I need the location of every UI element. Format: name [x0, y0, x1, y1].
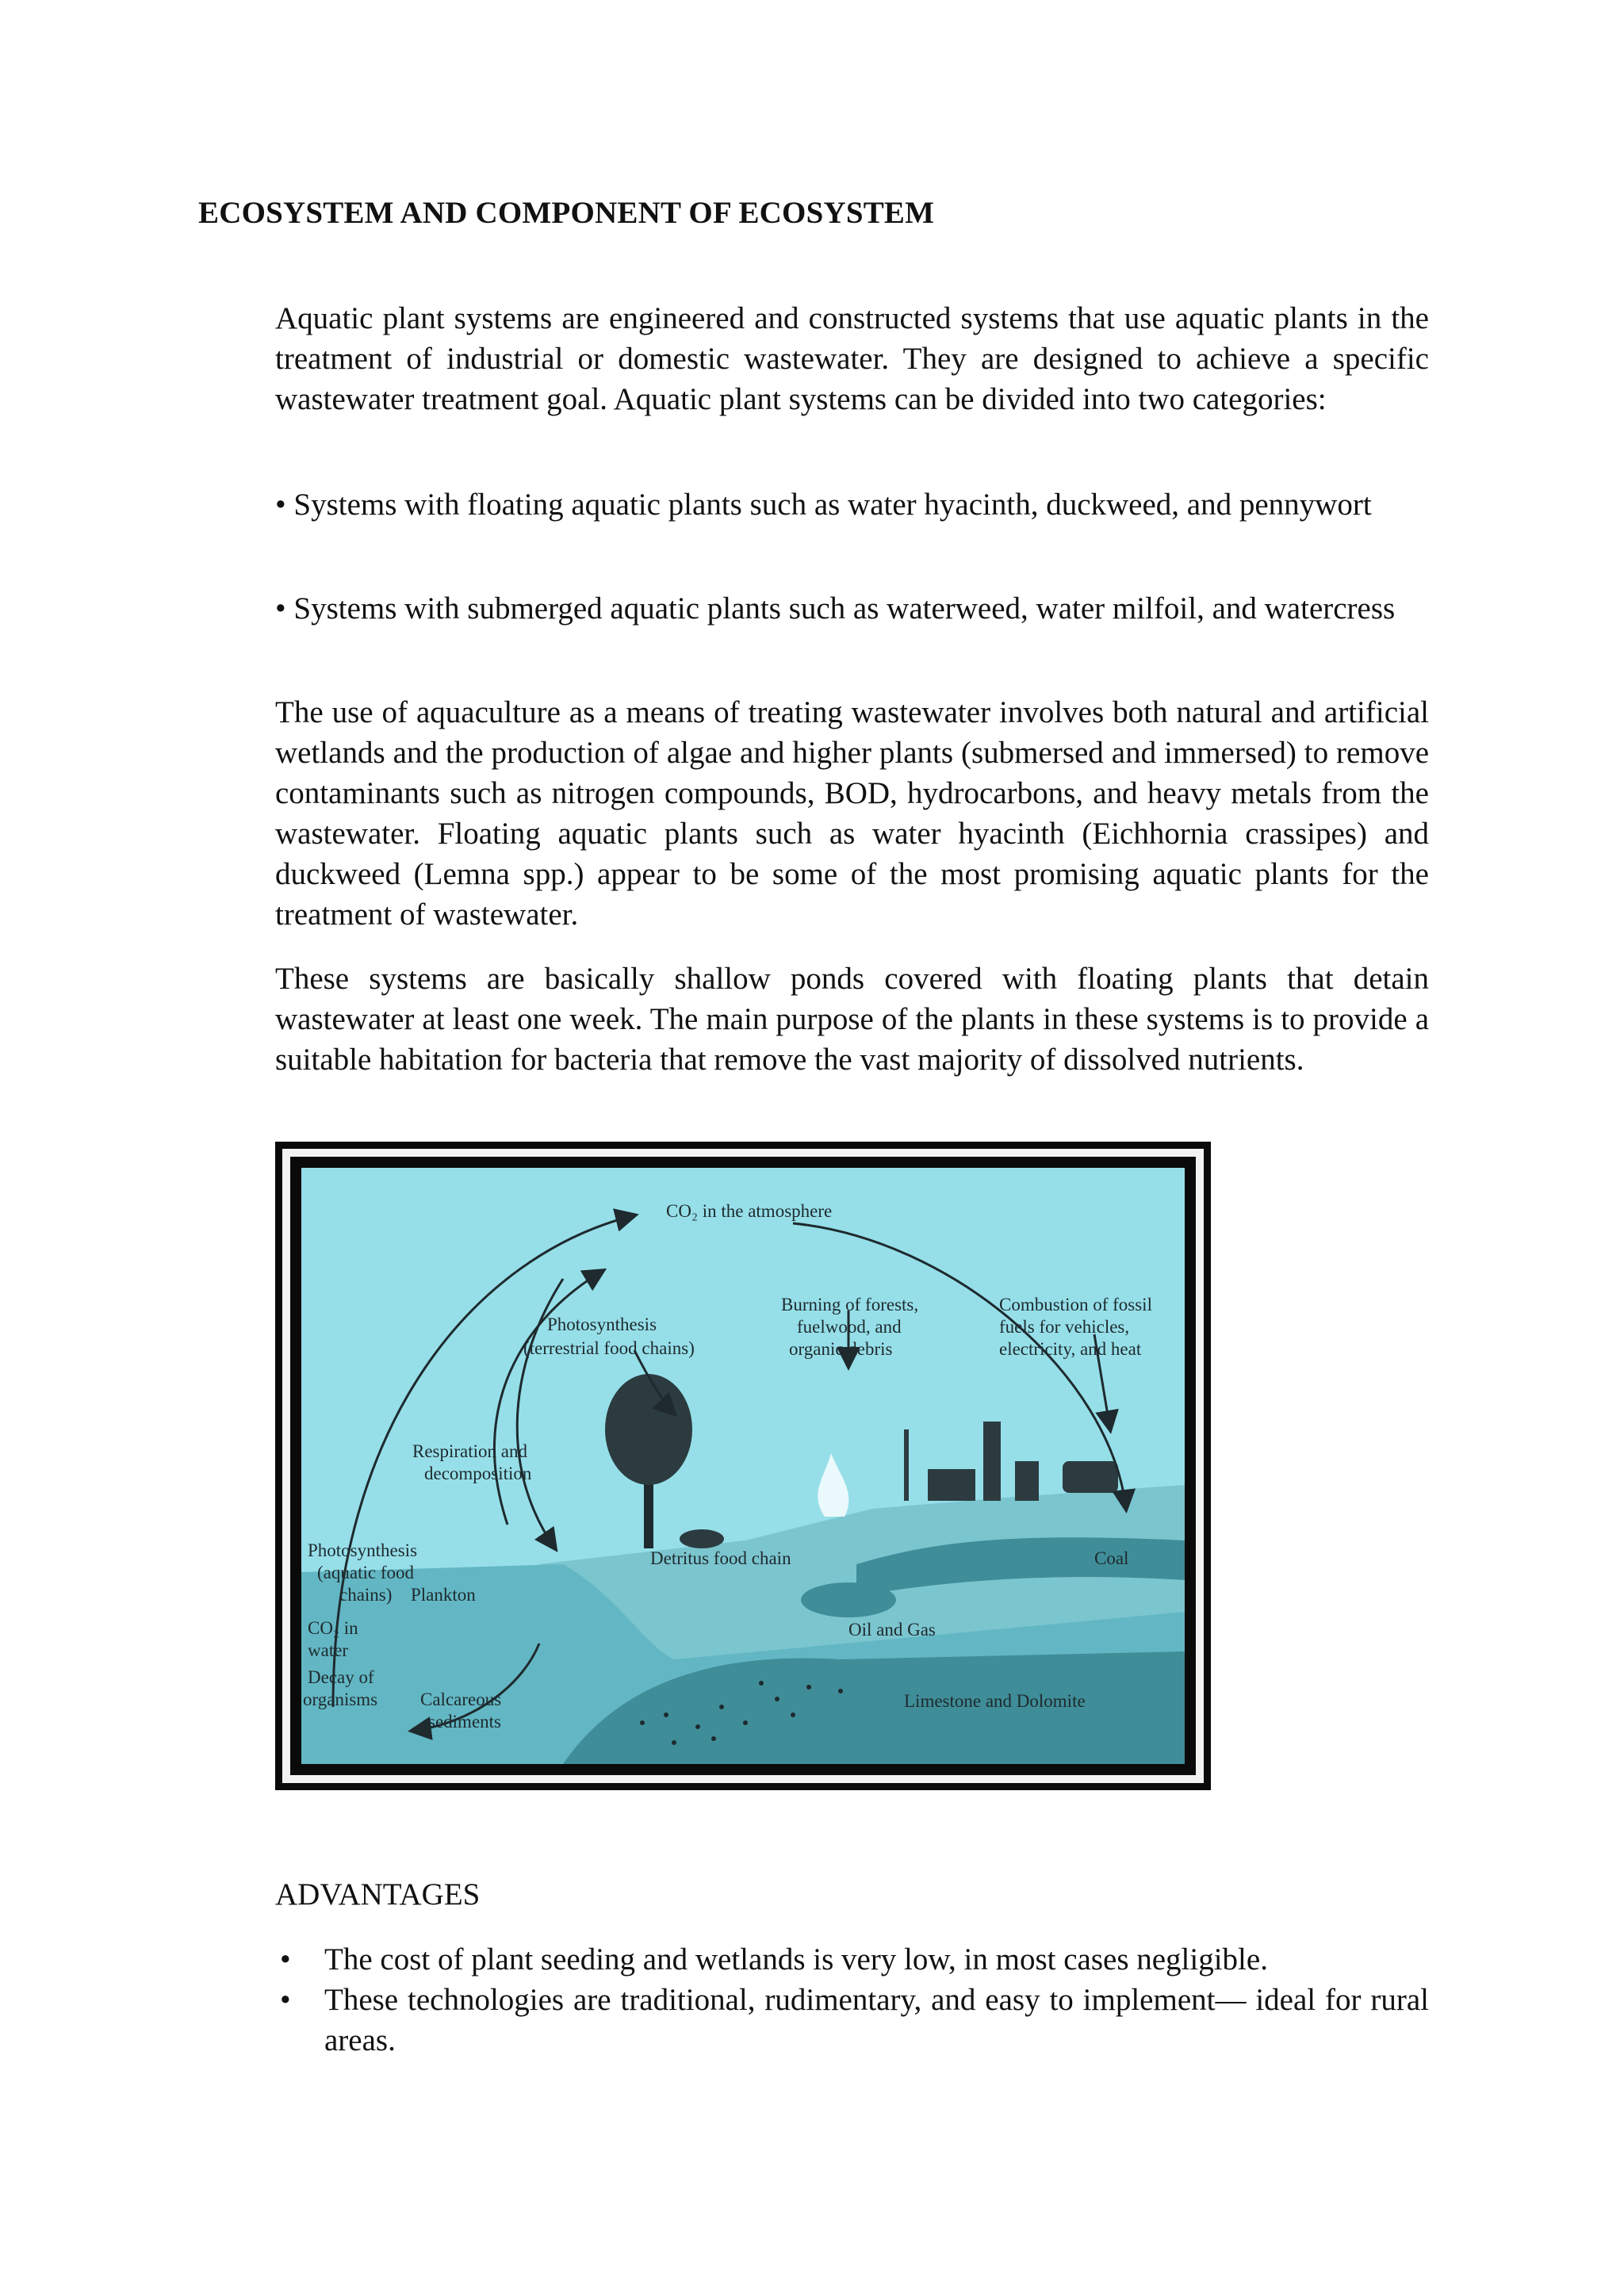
page-heading: ECOSYSTEM AND COMPONENT OF ECOSYSTEM	[198, 196, 935, 230]
ponds-paragraph: These systems are basically shallow ponds covered with floating plants that detain wastewater at least one week. The main purpose of the plants in these systems is to provide a suitable habitation for bacteria that remove the vast majority of dissolved nutrients.	[275, 962, 1429, 1077]
label-respiration-2: decomposition	[424, 1464, 532, 1483]
label-combustion-1: Combustion of fossil	[999, 1295, 1152, 1314]
label-photosynthesis-aquatic-1: Photosynthesis	[308, 1540, 418, 1560]
label-detritus-food-chain: Detritus food chain	[650, 1548, 791, 1568]
label-burning-2: fuelwood, and	[797, 1317, 902, 1337]
advantages-list	[275, 1939, 1429, 2061]
label-limestone: Limestone and Dolomite	[904, 1691, 1086, 1711]
submerged-plants-bullet: • Systems with submerged aquatic plants such as waterweed, water milfoil, and watercress	[275, 591, 1396, 626]
label-co2-atmosphere: CO₂ in the atmosphere	[666, 1201, 833, 1221]
bullet-symbol: •	[280, 1983, 291, 2017]
list-item	[275, 1939, 1429, 1980]
label-photosynthesis-aquatic-3: chains)	[339, 1585, 393, 1605]
carbon-cycle-diagram	[301, 1168, 1185, 1764]
advantage-text: These technologies are traditional, rudimentary, and easy to implement— ideal for rural areas.	[324, 1983, 1429, 2057]
label-burning-3: organic debris	[789, 1339, 893, 1359]
oil-gas-pocket	[801, 1582, 896, 1617]
label-photosynthesis-aquatic-2: (aquatic food	[317, 1563, 414, 1582]
advantages-title: ADVANTAGES	[275, 1877, 481, 1911]
label-coal: Coal	[1094, 1548, 1129, 1568]
floating-plants-bullet: • Systems with floating aquatic plants such as water hyacinth, duckweed, and pennywort	[275, 488, 1372, 522]
advantage-text: The cost of plant seeding and wetlands is very low, in most cases negligible.	[324, 1942, 1268, 1976]
aquaculture-paragraph: The use of aquaculture as a means of treating wastewater involves both natural and artificial wetlands and the production of algae and higher plants (submersed and immersed) to remove contaminants such as nitrogen compounds, BOD, hydrocarbons, and heavy metals from the wastewater. Floating aquatic plants such as water hyacinth (Eichhornia crassipes) and duckweed (Lemna spp.) appear to be some of the most promising aquatic plants for the treatment of wastewater.	[275, 695, 1429, 932]
label-co2-water-1: CO₂ in	[308, 1618, 358, 1638]
intro-paragraph: Aquatic plant systems are engineered and constructed systems that use aquatic plants in the treatment of industrial or domestic wastewater. They are designed to achieve a specific wastewater treatment goal. Aquatic plant systems can be divided into two categories:	[275, 301, 1429, 416]
label-decay-2: organisms	[303, 1689, 378, 1709]
label-calcareous-1: Calcareous	[420, 1689, 502, 1709]
label-decay-1: Decay of	[308, 1667, 374, 1687]
label-combustion-2: fuels for vehicles,	[999, 1317, 1130, 1337]
label-calcareous-2: sediments	[428, 1712, 501, 1732]
label-plankton: Plankton	[411, 1585, 476, 1605]
label-terrestrial-food-chains: (terrestrial food chains)	[523, 1338, 695, 1358]
label-respiration-1: Respiration and	[412, 1441, 527, 1461]
label-co2-water-2: water	[308, 1640, 349, 1660]
label-photosynthesis-terrestrial: Photosynthesis	[547, 1314, 657, 1334]
bullet-symbol: •	[280, 1942, 291, 1976]
list-item	[275, 1980, 1429, 2061]
carbon-cycle-figure	[275, 1142, 1211, 1790]
grazing-animal	[680, 1529, 724, 1548]
label-oil-gas: Oil and Gas	[848, 1620, 936, 1640]
label-burning-1: Burning of forests,	[781, 1295, 919, 1314]
label-combustion-3: electricity, and heat	[999, 1339, 1142, 1359]
